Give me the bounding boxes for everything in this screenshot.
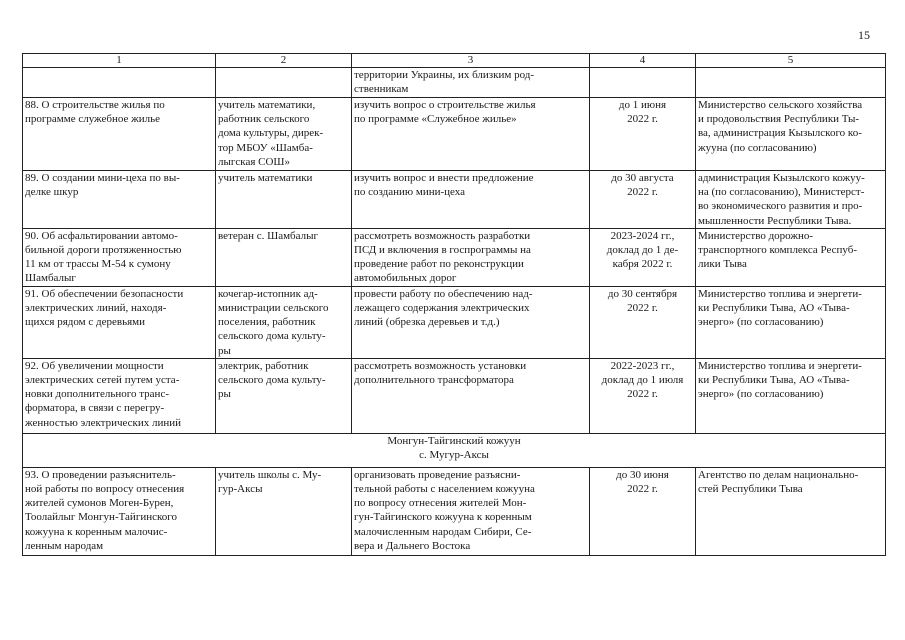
measure-cell xyxy=(352,68,590,98)
issue-cell xyxy=(23,286,216,358)
issue-text: 89. О создании мини-цеха по вы- делке шкур xyxy=(25,172,180,199)
responsible-cell xyxy=(696,228,886,286)
applicant-cell xyxy=(216,68,352,98)
issue-text: 93. О проведении разъяснитель- ной работы по вопросу отнесения жителей сумонов Моген-Бурен, Тоолайлыг Монгун-Тайгинского кожууна к коренным малочис- ленным народам xyxy=(25,468,185,552)
deadline-text: до 30 июня 2022 г. xyxy=(616,468,669,496)
deadline-text: до 1 июня 2022 г. xyxy=(618,99,667,126)
issue-cell xyxy=(23,358,216,433)
table-row xyxy=(23,467,886,555)
measure-text: изучить вопрос и внести предложение по созданию мини-цеха xyxy=(354,172,534,199)
column-number: 2 xyxy=(216,54,352,68)
region-heading xyxy=(23,433,886,467)
deadline-cell xyxy=(590,228,696,286)
table-row xyxy=(23,98,886,171)
deadline-text: 2023-2024 гг., доклад до 1 де- кабря 2022 г. xyxy=(606,229,679,271)
deadline-cell xyxy=(590,98,696,171)
responsible-cell xyxy=(696,171,886,229)
column-number: 3 xyxy=(352,54,590,68)
column-number-row xyxy=(23,54,886,68)
applicant-cell xyxy=(216,228,352,286)
responsible-text: администрация Кызылского кожуу- на (по согласованию), Министерст- во экономического развития и про- мышленности Республики Тыва. xyxy=(698,172,865,227)
responsible-cell xyxy=(696,358,886,433)
issue-cell xyxy=(23,68,216,98)
issue-text: 91. Об обеспечении безопасности электрических линий, находя- щихся рядом с деревьями xyxy=(25,287,184,329)
issue-cell xyxy=(23,228,216,286)
issue-text: 88. О строительстве жилья по программе служебное жилье xyxy=(25,99,165,126)
table-row xyxy=(23,228,886,286)
deadline-cell xyxy=(590,286,696,358)
responsible-cell xyxy=(696,98,886,171)
column-number: 1 xyxy=(23,54,216,68)
applicant-text: ветеран с. Шамбалыг xyxy=(218,229,319,242)
deadline-text: до 30 сентября 2022 г. xyxy=(607,287,678,315)
responsible-text: Министерство топлива и энергети- ки Республики Тыва, АО «Тыва- энерго» (по согласованию) xyxy=(698,287,862,329)
measure-text: организовать проведение разъясни- тельной работы с населением кожууна по вопросу отнесения жителей Мон- гун-Тайгинского кожууна к коренным малочисленным народам Сибири, Се- вера и Дальнего Востока xyxy=(354,468,535,552)
kozhuun-name: Монгун-Тайгинский кожуун xyxy=(387,434,521,447)
issue-cell xyxy=(23,467,216,555)
applicant-text: электрик, работник сельского дома культу- ры xyxy=(218,359,326,401)
region-row xyxy=(23,433,886,467)
applicant-text: учитель математики xyxy=(218,172,313,184)
measure-text: рассмотреть возможность разработки ПСД и включения в госпрограммы на проведение работ по реконструкции автомобильных дорог xyxy=(354,229,531,285)
settlement-name: с. Мугур-Аксы xyxy=(419,449,489,462)
measure-text: рассмотреть возможность установки дополнительного трансформатора xyxy=(354,359,527,387)
column-number: 4 xyxy=(590,54,696,68)
measures-table xyxy=(22,53,886,556)
rows-after-group xyxy=(23,467,886,555)
measure-text: изучить вопрос о строительстве жилья по программе «Служебное жилье» xyxy=(354,99,536,126)
table-row xyxy=(23,171,886,229)
issue-cell xyxy=(23,98,216,171)
rows-before-group xyxy=(23,98,886,434)
responsible-text: Министерство дорожно- транспортного комплекса Респуб- лики Тыва xyxy=(698,229,858,271)
responsible-cell xyxy=(696,286,886,358)
column-number: 5 xyxy=(696,54,886,68)
page-number: 15 xyxy=(858,28,870,42)
issue-text: 92. Об увеличении мощности электрических сетей путем уста- новки дополнительного транс- форматора, в связи с перегру- женностью электрических линий xyxy=(25,359,182,429)
applicant-cell xyxy=(216,358,352,433)
measure-cell xyxy=(352,228,590,286)
measure-cell xyxy=(352,467,590,555)
issue-cell xyxy=(23,171,216,229)
responsible-text: Агентство по делам национально- стей Республики Тыва xyxy=(698,468,859,496)
measure-cell xyxy=(352,171,590,229)
applicant-text: учитель школы с. Му- гур-Аксы xyxy=(218,468,322,496)
applicant-text: кочегар-истопник ад- министрации сельского поселения, работник сельского дома культу- ры xyxy=(218,287,329,357)
continuation-row xyxy=(23,68,886,98)
deadline-cell xyxy=(590,467,696,555)
applicant-cell xyxy=(216,467,352,555)
applicant-cell xyxy=(216,98,352,171)
applicant-cell xyxy=(216,171,352,229)
table-row xyxy=(23,286,886,358)
applicant-cell xyxy=(216,286,352,358)
measure-cell xyxy=(352,286,590,358)
table-row xyxy=(23,358,886,433)
responsible-text: Министерство топлива и энергети- ки Республики Тыва, АО «Тыва- энерго» (по согласованию) xyxy=(698,359,862,401)
responsible-text: Министерство сельского хозяйства и продовольствия Республики Ты- ва, администрация Кызылского ко- жууна (по согласованию) xyxy=(698,99,863,154)
measure-cell xyxy=(352,98,590,171)
measure-text: территории Украины, их близким род- ственникам xyxy=(354,69,535,96)
deadline-cell xyxy=(590,68,696,98)
responsible-cell xyxy=(696,467,886,555)
deadline-text: 2022-2023 гг., доклад до 1 июля 2022 г. xyxy=(601,359,684,401)
deadline-text: до 30 августа 2022 г. xyxy=(611,172,674,199)
deadline-cell xyxy=(590,171,696,229)
measure-cell xyxy=(352,358,590,433)
deadline-cell xyxy=(590,358,696,433)
responsible-cell xyxy=(696,68,886,98)
applicant-text: учитель математики, работник сельского дома культуры, дирек- тор МБОУ «Шамба- лыгская СОШ» xyxy=(218,99,324,168)
issue-text: 90. Об асфальтировании автомо- бильной дороги протяженностью 11 км от трассы М-54 к сумону Шамбалыг xyxy=(25,229,182,285)
measure-text: провести работу по обеспечению над- лежащего содержания электрических линий (обрезка деревьев и т.д.) xyxy=(354,287,533,329)
